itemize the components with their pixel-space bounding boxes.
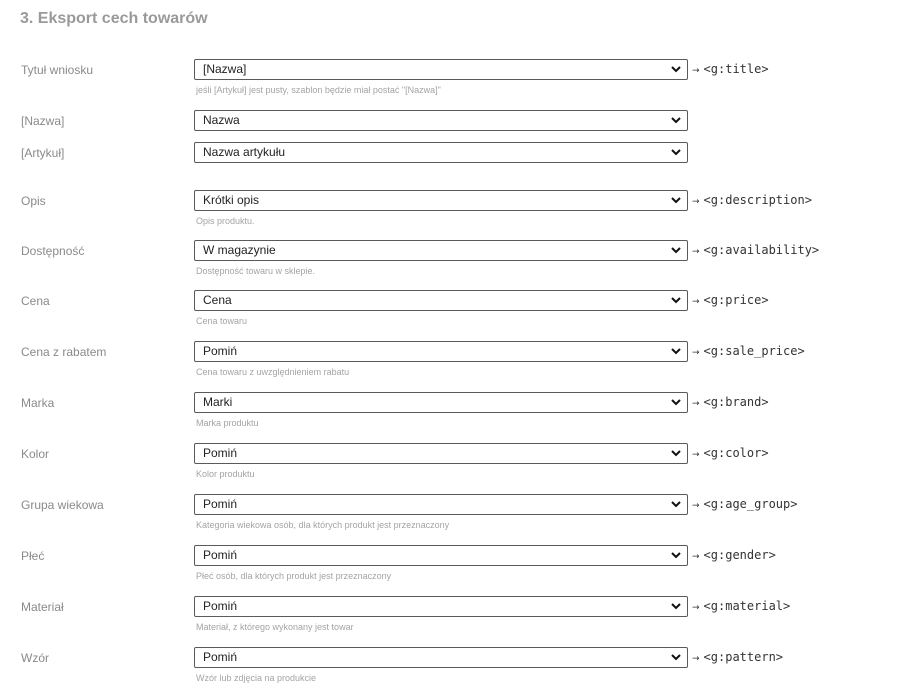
xml-tag-text: <g:description>: [703, 193, 812, 207]
xml-tag-text: <g:material>: [703, 599, 791, 613]
chevron-down-icon: [670, 294, 682, 306]
select-value: Pomiń: [203, 548, 238, 562]
arrow-right-icon: →: [692, 603, 700, 613]
arrow-right-icon: →: [692, 399, 700, 409]
field-hint: Cena towaru: [196, 316, 248, 326]
arrow-right-icon: →: [692, 552, 700, 562]
field-hint: Dostępność towaru w sklepie.: [196, 266, 316, 276]
select-value: Krótki opis: [203, 193, 260, 207]
chevron-down-icon: [670, 600, 682, 612]
select-value: Nazwa: [203, 113, 240, 127]
field-label: Grupa wiekowa: [21, 498, 104, 512]
select-value: [Nazwa]: [203, 62, 247, 76]
field-label: [Artykuł]: [21, 146, 65, 160]
arrow-right-icon: →: [692, 66, 700, 76]
chevron-down-icon: [670, 549, 682, 561]
xml-tag-mapping: [692, 190, 812, 212]
field-hint: jeśli [Artykuł] jest pusty, szablon będzie miał postać "[Nazwa]": [196, 85, 441, 95]
field-label: [Nazwa]: [21, 114, 65, 128]
field-label: Kolor: [21, 447, 50, 461]
xml-tag-text: <g:title>: [703, 62, 769, 76]
xml-tag-mapping: [692, 443, 769, 465]
chevron-down-icon: [670, 194, 682, 206]
arrow-right-icon: →: [692, 197, 700, 207]
field-select[interactable]: [194, 190, 688, 211]
field-label: Materiał: [21, 600, 64, 614]
select-value: Nazwa artykułu: [203, 145, 286, 159]
field-hint: Kolor produktu: [196, 469, 255, 479]
arrow-right-icon: →: [692, 654, 700, 664]
select-value: W magazynie: [203, 243, 276, 257]
field-hint: Materiał, z którego wykonany jest towar: [196, 622, 354, 632]
xml-tag-mapping: [692, 596, 790, 618]
field-hint: Płeć osób, dla których produkt jest przeznaczony: [196, 571, 392, 581]
select-value: Pomiń: [203, 344, 238, 358]
chevron-down-icon: [670, 63, 682, 75]
xml-tag-mapping: [692, 341, 805, 363]
arrow-right-icon: →: [692, 501, 700, 511]
field-label: Płeć: [21, 549, 45, 563]
chevron-down-icon: [670, 244, 682, 256]
field-select[interactable]: [194, 647, 688, 668]
xml-tag-text: <g:brand>: [703, 395, 769, 409]
xml-tag-mapping: [692, 545, 776, 567]
arrow-right-icon: →: [692, 297, 700, 307]
field-hint: Marka produktu: [196, 418, 259, 428]
field-select[interactable]: [194, 290, 688, 311]
field-select[interactable]: [194, 443, 688, 464]
field-select[interactable]: [194, 494, 688, 515]
field-label: Opis: [21, 194, 46, 208]
xml-tag-mapping: [692, 392, 769, 414]
xml-tag-text: <g:color>: [703, 446, 769, 460]
xml-tag-mapping: [692, 240, 819, 262]
field-select[interactable]: [194, 240, 688, 261]
chevron-down-icon: [670, 114, 682, 126]
field-label: Wzór: [21, 651, 49, 665]
field-label: Tytuł wniosku: [21, 63, 94, 77]
field-label: Marka: [21, 396, 55, 410]
xml-tag-text: <g:gender>: [703, 548, 776, 562]
field-label: Cena: [21, 294, 50, 308]
field-select[interactable]: [194, 596, 688, 617]
field-select[interactable]: [194, 341, 688, 362]
select-value: Marki: [203, 395, 233, 409]
chevron-down-icon: [670, 651, 682, 663]
xml-tag-text: <g:price>: [703, 293, 769, 307]
field-select[interactable]: [194, 392, 688, 413]
field-hint: Kategoria wiekowa osób, dla których produkt jest przeznaczony: [196, 520, 450, 530]
field-hint: Wzór lub zdjęcia na produkcie: [196, 673, 317, 683]
field-hint: Cena towaru z uwzględnieniem rabatu: [196, 367, 350, 377]
field-select[interactable]: [194, 142, 688, 163]
xml-tag-text: <g:availability>: [703, 243, 820, 257]
xml-tag-mapping: [692, 647, 783, 669]
arrow-right-icon: →: [692, 450, 700, 460]
xml-tag-mapping: [692, 494, 797, 516]
chevron-down-icon: [670, 396, 682, 408]
field-label: Dostępność: [21, 244, 85, 258]
xml-tag-text: <g:sale_price>: [703, 344, 805, 358]
field-label: Cena z rabatem: [21, 345, 107, 359]
field-select[interactable]: [194, 110, 688, 131]
section-title: 3. Eksport cech towarów: [20, 10, 208, 27]
chevron-down-icon: [670, 345, 682, 357]
select-value: Cena: [203, 293, 232, 307]
select-value: Pomiń: [203, 599, 238, 613]
select-value: Pomiń: [203, 650, 238, 664]
xml-tag-mapping: [692, 290, 769, 312]
chevron-down-icon: [670, 498, 682, 510]
xml-tag-text: <g:pattern>: [703, 650, 784, 664]
select-value: Pomiń: [203, 497, 238, 511]
arrow-right-icon: →: [692, 348, 700, 358]
xml-tag-text: <g:age_group>: [703, 497, 798, 511]
select-value: Pomiń: [203, 446, 238, 460]
field-select[interactable]: [194, 545, 688, 566]
field-hint: Opis produktu.: [196, 216, 255, 226]
xml-tag-mapping: [692, 59, 769, 81]
chevron-down-icon: [670, 146, 682, 158]
field-select[interactable]: [194, 59, 688, 80]
arrow-right-icon: →: [692, 247, 700, 257]
chevron-down-icon: [670, 447, 682, 459]
